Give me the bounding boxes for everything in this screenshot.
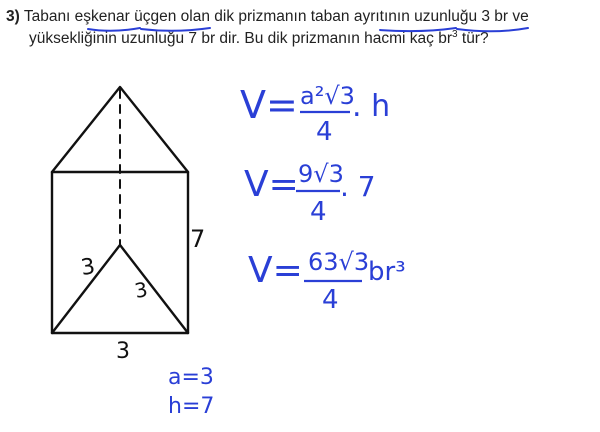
given-values	[168, 365, 214, 419]
underline-annotations	[88, 28, 528, 31]
step1-tail: . h	[352, 89, 391, 124]
side-label-left: 3	[79, 254, 97, 281]
side-label-inner: 3	[132, 277, 150, 303]
step1-denominator: 4	[316, 117, 333, 147]
base-label: 3	[116, 339, 130, 364]
step2-tail: . 7	[340, 170, 376, 203]
question-line-1-text: Tabanı eşkenar üçgen olan dik prizmanın taban ayrıtının uzunluğu 3 br ve	[23, 8, 529, 25]
given-h: h=7	[168, 394, 215, 419]
underline-eskenar	[88, 28, 140, 31]
height-label: 7	[190, 225, 206, 253]
underline-ayrit	[380, 28, 456, 31]
step2-v: V=	[244, 164, 299, 205]
given-a: a=3	[168, 365, 214, 390]
question-number: 3)	[6, 8, 20, 25]
figure-labels	[79, 225, 205, 364]
solution-steps	[240, 82, 406, 315]
step3-denominator: 4	[322, 285, 339, 315]
step2-numerator: 9√3	[298, 160, 344, 188]
underline-uzunlugu	[457, 28, 528, 31]
question-line-2-text: yüksekliğinin uzunluğu 7 br dir. Bu dik prizmanın hacmi kaç br	[29, 30, 453, 47]
prism-top-triangle	[52, 87, 188, 172]
prism-base-triangle	[52, 245, 188, 333]
step1-numerator: a²√3	[300, 82, 355, 110]
prism-figure	[52, 87, 188, 333]
step3-v: V=	[248, 250, 303, 291]
step3-numerator: 63√3	[308, 248, 370, 276]
underline-ucgen	[141, 28, 210, 31]
step1-v: V=	[240, 83, 298, 127]
step2-denominator: 4	[310, 197, 327, 227]
unit-exponent: 3	[452, 28, 458, 40]
question-line-2-end: tür?	[457, 30, 489, 47]
step3-tail: br³	[368, 257, 406, 287]
